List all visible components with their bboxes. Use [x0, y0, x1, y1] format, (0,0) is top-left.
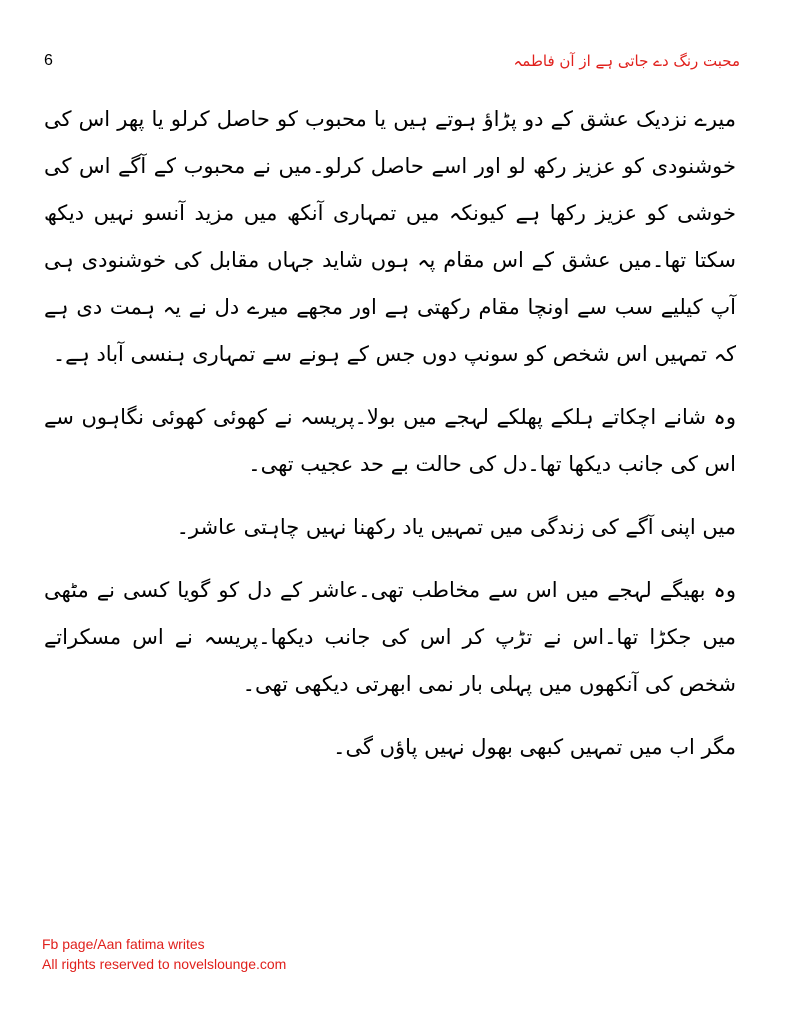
body-text [44, 96, 736, 771]
paragraph-1: میرے نزدیک عشق کے دو پڑاؤ ہوتے ہیں یا محبوب کو حاصل کرلو یا پھر اس کی خوشنودی کو عزیز رکھ لو اور اسے حاصل کرلو۔میں نے محبوب کے آگے اس کی خوشی کو عزیز رکھا ہے کیونکہ میں تمہاری آنکھ میں مزید آنسو نہیں دیکھ سکتا تھا۔میں عشق کے اس مقام پہ ہوں شاید جہاں مقابل کی خوشنودی ہی آپ کیلیے سب سے اونچا مقام رکھتی ہے اور مجھے میرے دل نے یہ ہمت دی ہے کہ تمہیں اس شخص کو سونپ دوں جس کے ہونے سے تمہاری ہنسی آباد ہے۔ [44, 107, 736, 366]
paragraph-4: وہ بھیگے لہجے میں اس سے مخاطب تھی۔عاشر کے دل کو گویا کسی نے مٹھی میں جکڑا تھا۔اس نے تڑپ کر اس کی جانب دیکھا۔پریسہ نے اس مسکراتے شخص کی آنکھوں میں پہلی بار نمی ابھرتی دیکھی تھی۔ [44, 578, 736, 696]
footer-fb-page: Fb page/Aan fatima writes [42, 936, 205, 952]
footer-rights: All rights reserved to novelslounge.com [42, 956, 287, 972]
footer [42, 934, 286, 974]
paragraph-2: وہ شانے اچکاتے ہلکے پھلکے لہجے میں بولا۔پریسہ نے کھوئی کھوئی نگاہوں سے اس کی جانب دیکھا تھا۔دل کی حالت بے حد عجیب تھی۔ [44, 405, 736, 476]
paragraph-5: مگر اب میں تمہیں کبھی بھول نہیں پاؤں گی۔ [333, 735, 736, 759]
paragraph-3: میں اپنی آگے کی زندگی میں تمہیں یاد رکھنا نہیں چاہتی عاشر۔ [176, 515, 736, 539]
running-header: محبت رنگ دے جاتی ہے از آن فاطمہ [513, 52, 740, 70]
page-number: 6 [44, 52, 53, 69]
